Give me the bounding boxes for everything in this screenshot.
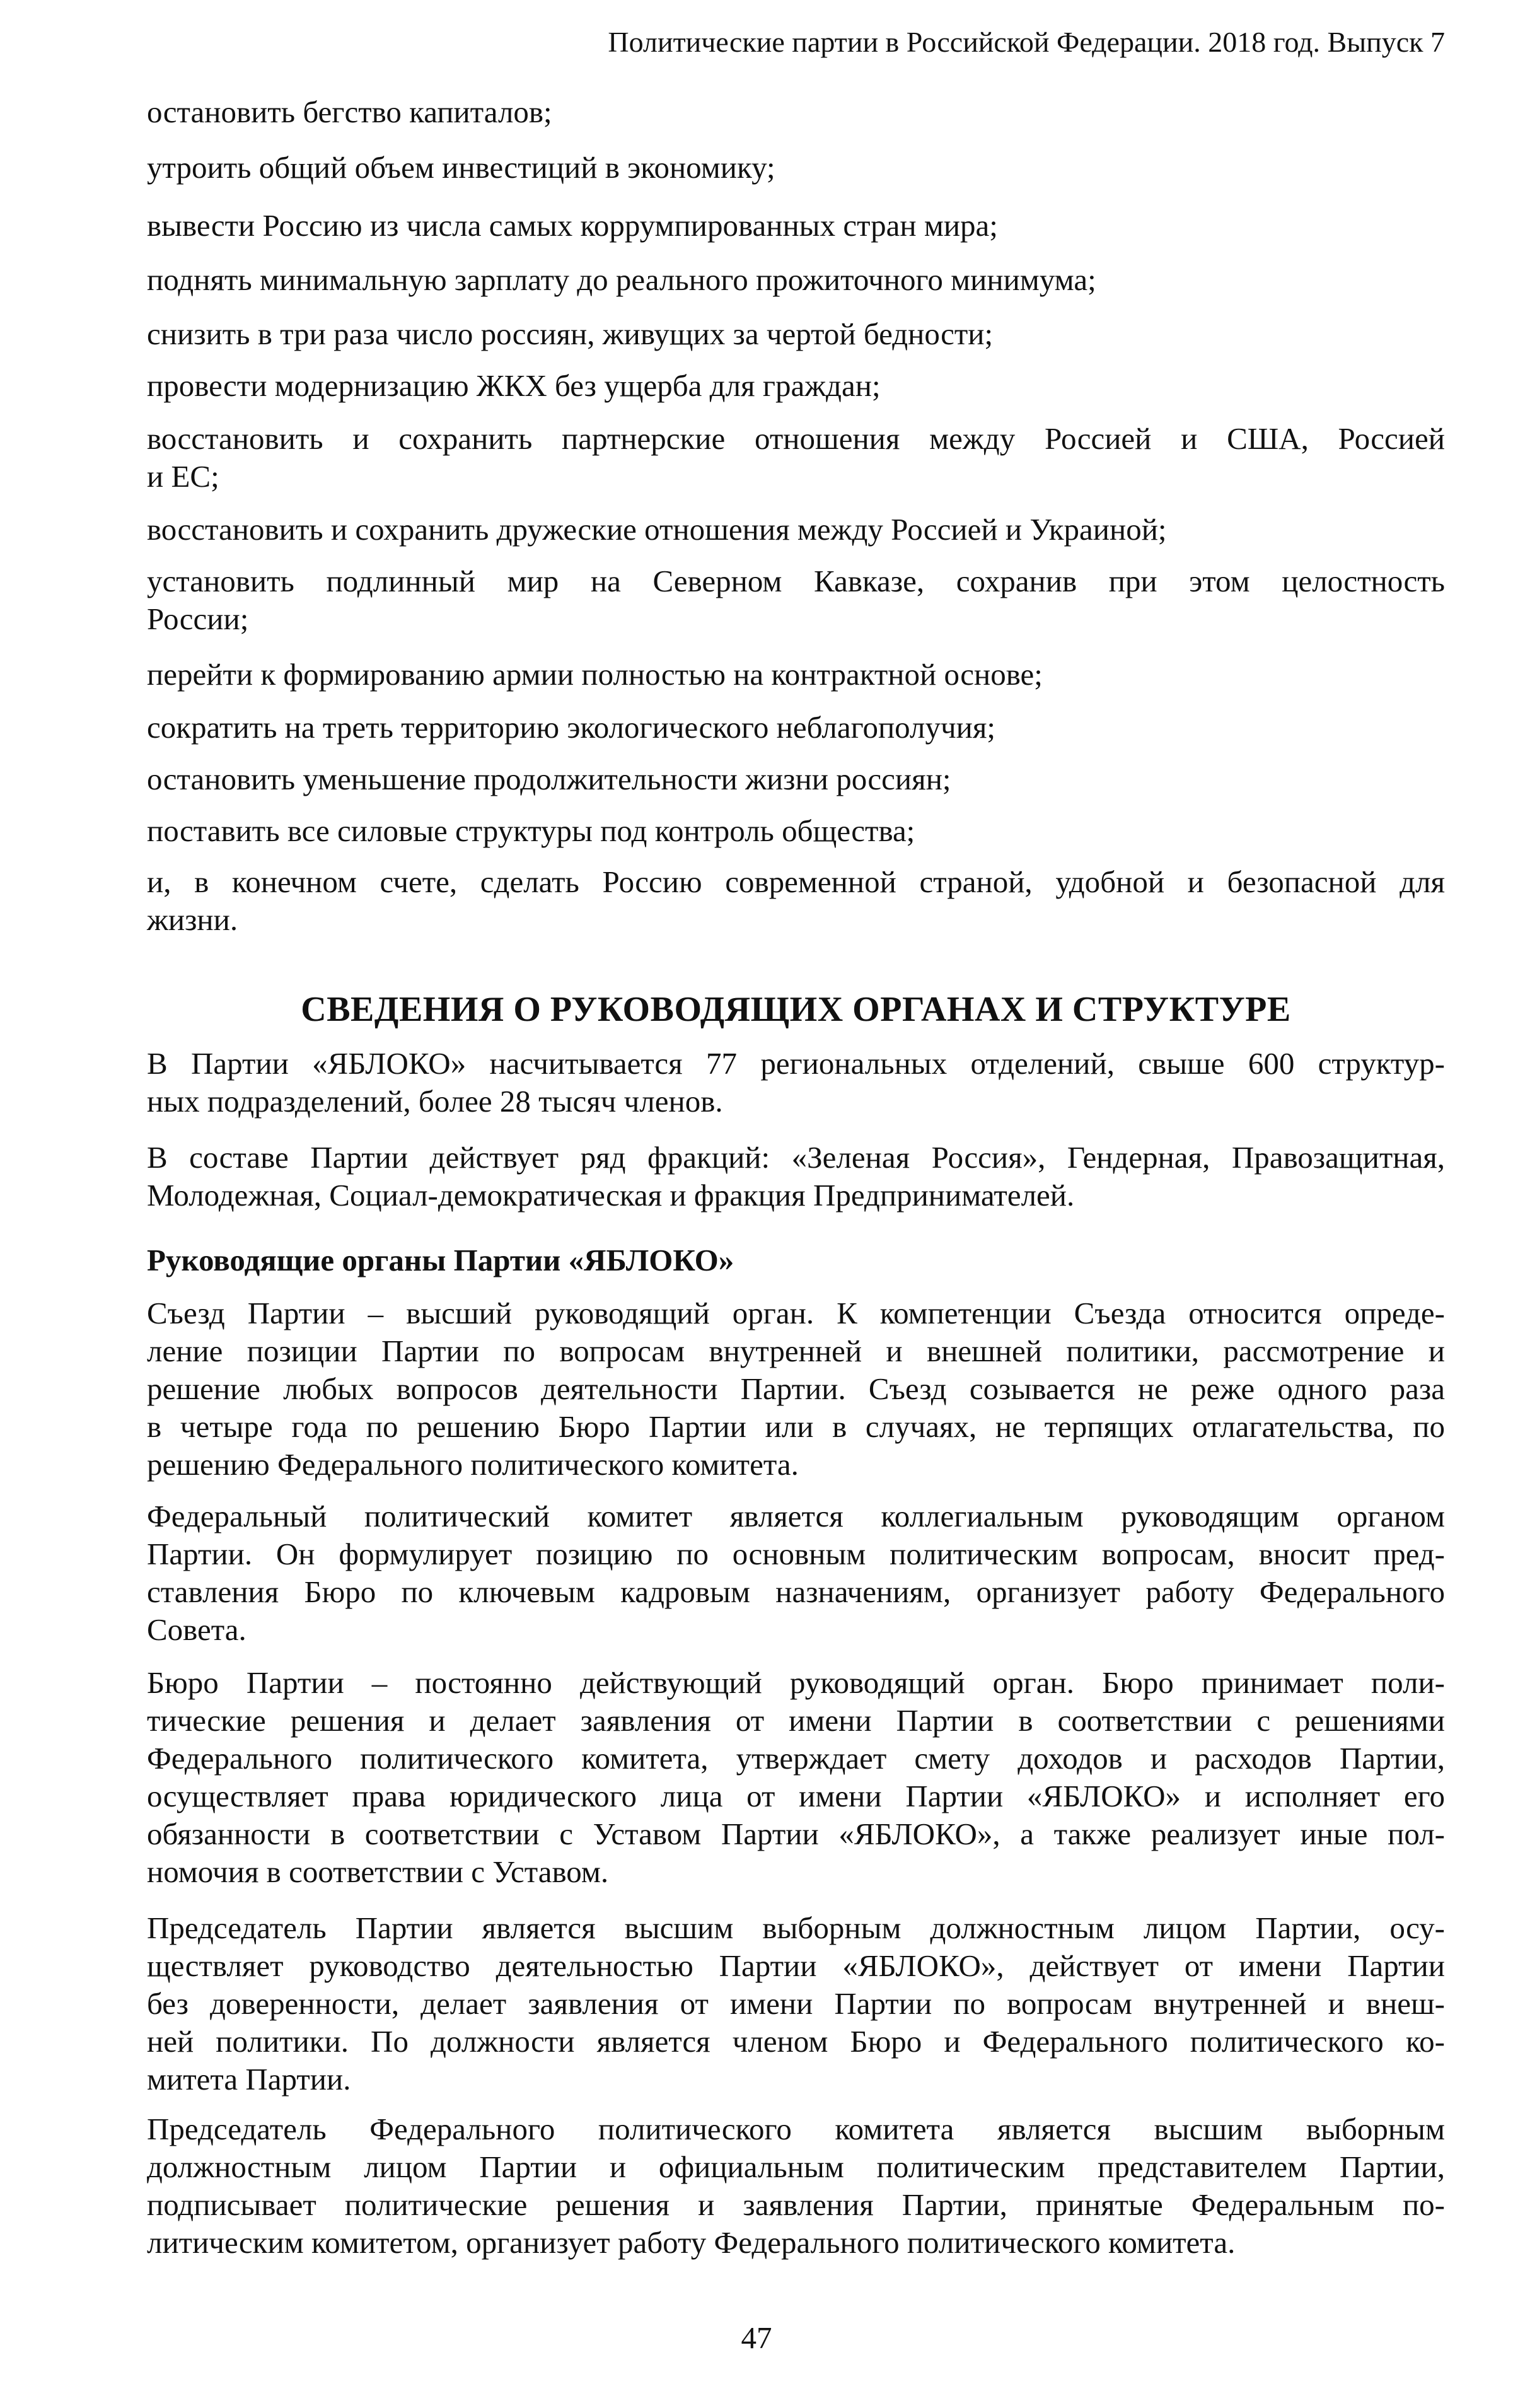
page-number: 47 <box>741 2320 772 2355</box>
text-line: Федерального политического комитета, утверждает смету доходов и расходов Партии, <box>147 1741 1445 1776</box>
paragraph <box>147 1909 1445 2098</box>
text-line: Бюро Партии – постоянно действующий руководящий орган. Бюро принимает поли- <box>147 1665 1445 1700</box>
text-line: митета Партии. <box>147 2062 351 2097</box>
text-line: решение любых вопросов деятельности Партии. Съезд созывается не реже одного раза <box>147 1371 1445 1406</box>
text-line: тические решения и делает заявления от имени Партии в соответствии с решениями <box>147 1703 1445 1738</box>
text-line: решению Федерального политического комитета. <box>147 1447 799 1482</box>
text-line: поднять минимальную зарплату до реального прожиточного минимума; <box>147 262 1096 297</box>
list-item <box>147 562 1445 638</box>
section-heading: СВЕДЕНИЯ О РУКОВОДЯЩИХ ОРГАНАХ И СТРУКТУРЕ <box>301 990 1291 1029</box>
text-line: вывести Россию из числа самых коррумпированных стран мира; <box>147 208 998 243</box>
text-line: и ЕС; <box>147 459 219 494</box>
list-item <box>147 149 1445 187</box>
text-line: без доверенности, делает заявления от имени Партии по вопросам внутренней и внеш- <box>147 1986 1445 2021</box>
text-line: остановить бегство капиталов; <box>147 95 552 129</box>
text-line: номочия в соответствии с Уставом. <box>147 1854 609 1889</box>
text-line: В Партии «ЯБЛОКО» насчитывается 77 региональных отделений, свыше 600 структур- <box>147 1046 1445 1081</box>
list-item <box>147 760 1445 798</box>
text-line: утроить общий объем инвестиций в экономику; <box>147 150 775 185</box>
text-line: установить подлинный мир на Северном Кавказе, сохранив при этом целостность <box>147 564 1445 598</box>
list-item <box>147 812 1445 850</box>
text-line: Федеральный политический комитет является коллегиальным руководящим органом <box>147 1499 1445 1533</box>
text-line: восстановить и сохранить дружеские отношения между Россией и Украиной; <box>147 512 1167 547</box>
subheading: Руководящие органы Партии «ЯБЛОКО» <box>147 1243 734 1277</box>
text-line: осуществляет права юридического лица от имени Партии «ЯБЛОКО» и исполняет его <box>147 1779 1445 1813</box>
list-item <box>147 367 1445 405</box>
text-line: литическим комитетом, организует работу Федерального политического комитета. <box>147 2225 1236 2260</box>
text-line: Молодежная, Социал-демократическая и фракция Предпринимателей. <box>147 1178 1075 1213</box>
paragraph <box>147 1139 1445 1214</box>
text-line: подписывает политические решения и заявления Партии, принятые Федеральным по- <box>147 2187 1445 2222</box>
text-line: ление позиции Партии по вопросам внутренней и внешней политики, рассмотрение и <box>147 1334 1445 1368</box>
text-line: перейти к формированию армии полностью на контрактной основе; <box>147 657 1043 692</box>
text-line: поставить все силовые структуры под контроль общества; <box>147 813 915 848</box>
list-item <box>147 93 1445 131</box>
list-item <box>147 656 1445 694</box>
list-item <box>147 709 1445 747</box>
text-line: остановить уменьшение продолжительности жизни россиян; <box>147 762 951 796</box>
text-line: в четыре года по решению Бюро Партии или в случаях, не терпящих отлагательства, по <box>147 1409 1445 1444</box>
list-item <box>147 511 1445 549</box>
text-line: сократить на треть территорию экологического неблагополучия; <box>147 710 995 745</box>
text-line: Председатель Федерального политического комитета является высшим выборным <box>147 2112 1445 2146</box>
text-line: Совета. <box>147 1612 246 1647</box>
text-line: Председатель Партии является высшим выборным должностным лицом Партии, осу- <box>147 1911 1445 1945</box>
text-line: ставления Бюро по ключевым кадровым назначениям, организует работу Федерального <box>147 1574 1445 1609</box>
paragraph <box>147 1045 1445 1120</box>
text-line: жизни. <box>147 902 238 937</box>
paragraph <box>147 1498 1445 1649</box>
text-line: ней политики. По должности является членом Бюро и Федерального политического ко- <box>147 2024 1445 2059</box>
text-line: должностным лицом Партии и официальным политическим представителем Партии, <box>147 2149 1445 2184</box>
text-line: восстановить и сохранить партнерские отношения между Россией и США, Россией <box>147 421 1445 456</box>
running-header: Политические партии в Российской Федерации. 2018 год. Выпуск 7 <box>608 26 1445 58</box>
text-line: обязанности в соответствии с Уставом Партии «ЯБЛОКО», а также реализует иные пол- <box>147 1817 1445 1851</box>
text-line: снизить в три раза число россиян, живущих за чертой бедности; <box>147 317 994 351</box>
list-item <box>147 863 1445 939</box>
list-item <box>147 420 1445 496</box>
text-line: России; <box>147 602 249 636</box>
list-item <box>147 261 1445 299</box>
paragraph <box>147 1294 1445 1484</box>
text-line: В составе Партии действует ряд фракций: «Зеленая Россия», Гендерная, Правозащитная, <box>147 1140 1445 1175</box>
text-line: ных подразделений, более 28 тысяч членов. <box>147 1084 723 1119</box>
paragraph <box>147 2110 1445 2262</box>
list-item <box>147 315 1445 353</box>
text-line: и, в конечном счете, сделать Россию современной страной, удобной и безопасной для <box>147 864 1445 899</box>
text-line: Съезд Партии – высший руководящий орган. К компетенции Съезда относится опреде- <box>147 1296 1445 1330</box>
text-line: ществляет руководство деятельностью Партии «ЯБЛОКО», действует от имени Партии <box>147 1948 1445 1983</box>
text-line: провести модернизацию ЖКХ без ущерба для граждан; <box>147 368 881 403</box>
paragraph <box>147 1664 1445 1891</box>
list-item <box>147 207 1445 245</box>
text-line: Партии. Он формулирует позицию по основным политическим вопросам, вносит пред- <box>147 1537 1445 1571</box>
